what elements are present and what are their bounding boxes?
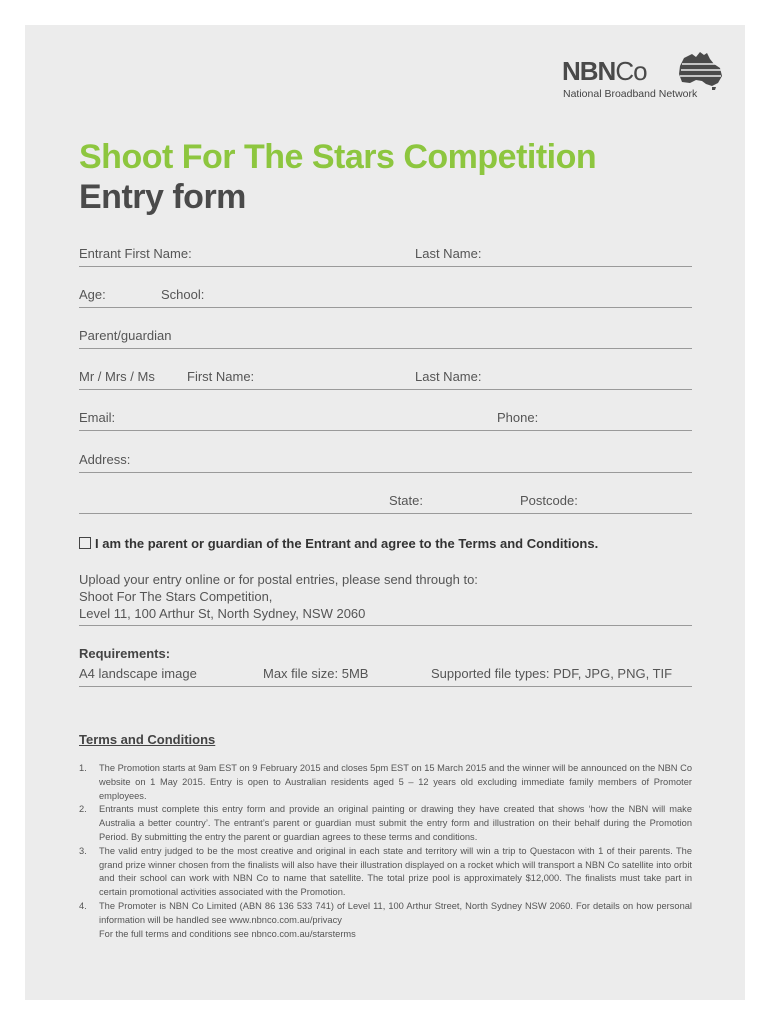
parent-last-name-label: Last Name: (415, 369, 482, 384)
requirement-file-types: Supported file types: PDF, JPG, PNG, TIF (431, 666, 673, 681)
term-text: The Promoter is NBN Co Limited (ABN 86 136 533 741) of Level 11, 100 Arthur Street, North Sydney NSW 2060. For details on how personal information will be handled see www.nbnco.com.au/privacy (99, 900, 692, 925)
agreement-checkbox-row[interactable] (79, 536, 598, 551)
upload-line-3: Level 11, 100 Arthur St, North Sydney, NSW 2060 (79, 606, 366, 621)
logo-brand-co: Co (615, 56, 647, 86)
terms-list (79, 762, 692, 941)
parent-first-name-label: First Name: (187, 369, 255, 384)
upload-instructions (79, 571, 692, 626)
entrant-first-name-label: Entrant First Name: (79, 246, 192, 261)
logo-wordmark (562, 56, 647, 87)
term-number: 2. (79, 804, 87, 815)
email-phone-row[interactable] (79, 408, 692, 431)
page-subtitle: Entry form (79, 178, 246, 216)
upload-line-1: Upload your entry online or for postal entries, please send through to: (79, 572, 478, 587)
term-item (79, 803, 692, 844)
age-label: Age: (79, 287, 106, 302)
logo-brand-main: NBN (562, 56, 616, 86)
nbnco-logo (560, 50, 730, 102)
parent-guardian-row[interactable] (79, 326, 692, 349)
requirement-max-size: Max file size: 5MB (263, 666, 369, 681)
school-label: School: (161, 287, 205, 302)
postcode-label: Postcode: (520, 493, 578, 508)
upload-line-2: Shoot For The Stars Competition, (79, 589, 273, 604)
page-title: Shoot For The Stars Competition (79, 138, 597, 176)
term-item (79, 762, 692, 803)
requirements-heading: Requirements: (79, 646, 171, 661)
address-label: Address: (79, 452, 131, 467)
term-number: 1. (79, 763, 87, 773)
term-text: The valid entry judged to be the most creative and original in each state and territory will win a trip to Questacon with 1 of their parents. The grand prize winner chosen from the finalists will also have their illustration displayed on a rocket which will transport a NBN Co satellite into orbit and their school can work with NBN Co to name that satellite. The total prize pool is approximately $12,000. The finalists must take part in certain promotional activities associated with the Promotion. (99, 845, 692, 898)
address-row[interactable] (79, 450, 692, 473)
entrant-name-row[interactable] (79, 244, 692, 267)
term-text: Entrants must complete this entry form and provide an original painting or drawing they have created that shows ‘how the NBN will make Australia a better country’. The entrant’s parent or guardian must submit the entry form and illustration on their behalf during the Promotion Period. By submitting the entry the parent or guardian agrees to these terms and conditions. (99, 804, 692, 842)
agreement-text: I am the parent or guardian of the Entrant and agree to the Terms and Conditions. (95, 536, 599, 551)
logo-subtitle: National Broadband Network (563, 88, 698, 100)
email-label: Email: (79, 410, 116, 425)
agreement-checkbox[interactable] (79, 537, 91, 549)
parent-guardian-label: Parent/guardian (79, 328, 172, 343)
term-text: The Promotion starts at 9am EST on 9 February 2015 and closes 5pm EST on 15 March 2015 and the winner will be announced on the NBN Co website on 1 May 2015. Entry is open to Australian residents aged 5 – 12 years old excluding immediate family members of Promoter employees. (99, 763, 692, 801)
term-item (79, 845, 692, 900)
term-number: 3. (79, 845, 87, 856)
terms-footer: For the full terms and conditions see nbnco.com.au/starsterms (99, 928, 356, 939)
term-number: 4. (79, 900, 87, 911)
entrant-last-name-label: Last Name: (415, 246, 482, 261)
requirements-row (79, 666, 692, 687)
term-item (79, 900, 692, 928)
requirement-image: A4 landscape image (79, 666, 197, 681)
phone-label: Phone: (497, 410, 539, 425)
state-postcode-row[interactable] (79, 491, 692, 514)
australia-map-icon (676, 50, 726, 90)
terms-heading: Terms and Conditions (79, 732, 216, 747)
age-school-row[interactable] (79, 285, 692, 308)
salutation-label: Mr / Mrs / Ms (79, 369, 155, 384)
parent-name-row[interactable] (79, 367, 692, 390)
state-label: State: (389, 493, 423, 508)
